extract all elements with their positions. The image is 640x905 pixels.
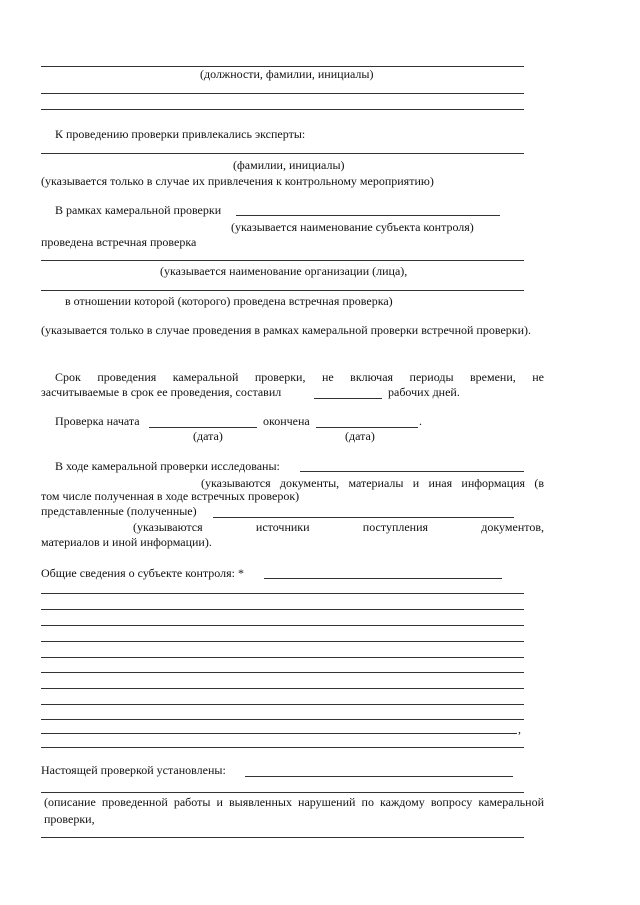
blank-line: [41, 609, 524, 610]
blank-line-start-date: [149, 427, 257, 428]
caption-sources-line-2: материалов и иной информации).: [41, 535, 212, 549]
blank-line-end-date: [316, 427, 418, 428]
counter-check-label: проведена встречная проверка: [41, 235, 197, 249]
caption-org-name: (указывается наименование организации (лица),: [160, 264, 408, 278]
blank-line-established: [245, 776, 513, 777]
blank-line: [41, 837, 524, 838]
caption-docs-line-2: том числе полученная в ходе встречных проверок): [41, 489, 300, 503]
investigated-label: В ходе камеральной проверки исследованы:: [55, 459, 280, 473]
term-line-1: Срок проведения камеральной проверки, не включая периоды времени, не: [55, 370, 544, 384]
blank-line: [41, 672, 524, 673]
period: .: [419, 414, 422, 428]
blank-line-investigated: [300, 471, 524, 472]
caption-positions: (должности, фамилии, инициалы): [200, 67, 374, 81]
caption-sources-line-1: (указываются источники поступления документов,: [133, 520, 544, 534]
blank-line: [41, 625, 524, 626]
caption-description: (описание проведенной работы и выявленных нарушений по каждому вопросу камеральной проверки,: [44, 795, 544, 826]
caption-names: (фамилии, инициалы): [233, 158, 345, 172]
caption-docs-line-1: (указываются документы, материалы и иная информация (в: [201, 476, 544, 490]
term-line-2-prefix: засчитываемые в срок ее проведения, составил: [41, 385, 282, 399]
general-info-label: Общие сведения о субъекте контроля: *: [41, 566, 244, 580]
caption-subject-name: (указывается наименование субъекта контроля): [231, 220, 474, 234]
blank-line-submitted: [213, 517, 514, 518]
blank-line-experts: [41, 153, 524, 154]
blank-line-subject: [236, 215, 500, 216]
established-label: Настоящей проверкой установлены:: [41, 763, 226, 777]
blank-line: [41, 688, 524, 689]
submitted-label: представленные (полученные): [41, 504, 197, 518]
blank-line: [41, 657, 524, 658]
caption-experts-note: (указывается только в случае их привлечения к контрольному мероприятию): [41, 174, 434, 188]
blank-line-general-info: [264, 578, 502, 579]
blank-line: [41, 704, 524, 705]
desk-audit-label: В рамках камеральной проверки: [55, 203, 222, 217]
blank-line: [41, 109, 524, 110]
term-line-2-suffix: рабочих дней.: [388, 385, 460, 399]
blank-line: [41, 641, 524, 642]
caption-start-date: (дата): [193, 429, 223, 443]
blank-line: [41, 93, 524, 94]
blank-line: [41, 593, 524, 594]
blank-line: [41, 792, 524, 793]
started-label: Проверка начата: [55, 414, 140, 428]
caption-regarding: в отношении которой (которого) проведена встречная проверка): [65, 294, 393, 308]
caption-end-date: (дата): [345, 429, 375, 443]
blank-line: [41, 733, 517, 734]
counter-check-note: (указывается только в случае проведения в рамках камеральной проверки встречной проверки).: [41, 323, 532, 337]
blank-line: [41, 719, 524, 720]
blank-line: [41, 290, 524, 291]
blank-line-days: [314, 398, 382, 399]
ended-label: окончена: [263, 414, 310, 428]
blank-line: [41, 747, 524, 748]
blank-line-org: [41, 260, 524, 261]
list-end-comma: ,: [518, 722, 521, 736]
experts-label: К проведению проверки привлекались эксперты:: [55, 127, 306, 141]
